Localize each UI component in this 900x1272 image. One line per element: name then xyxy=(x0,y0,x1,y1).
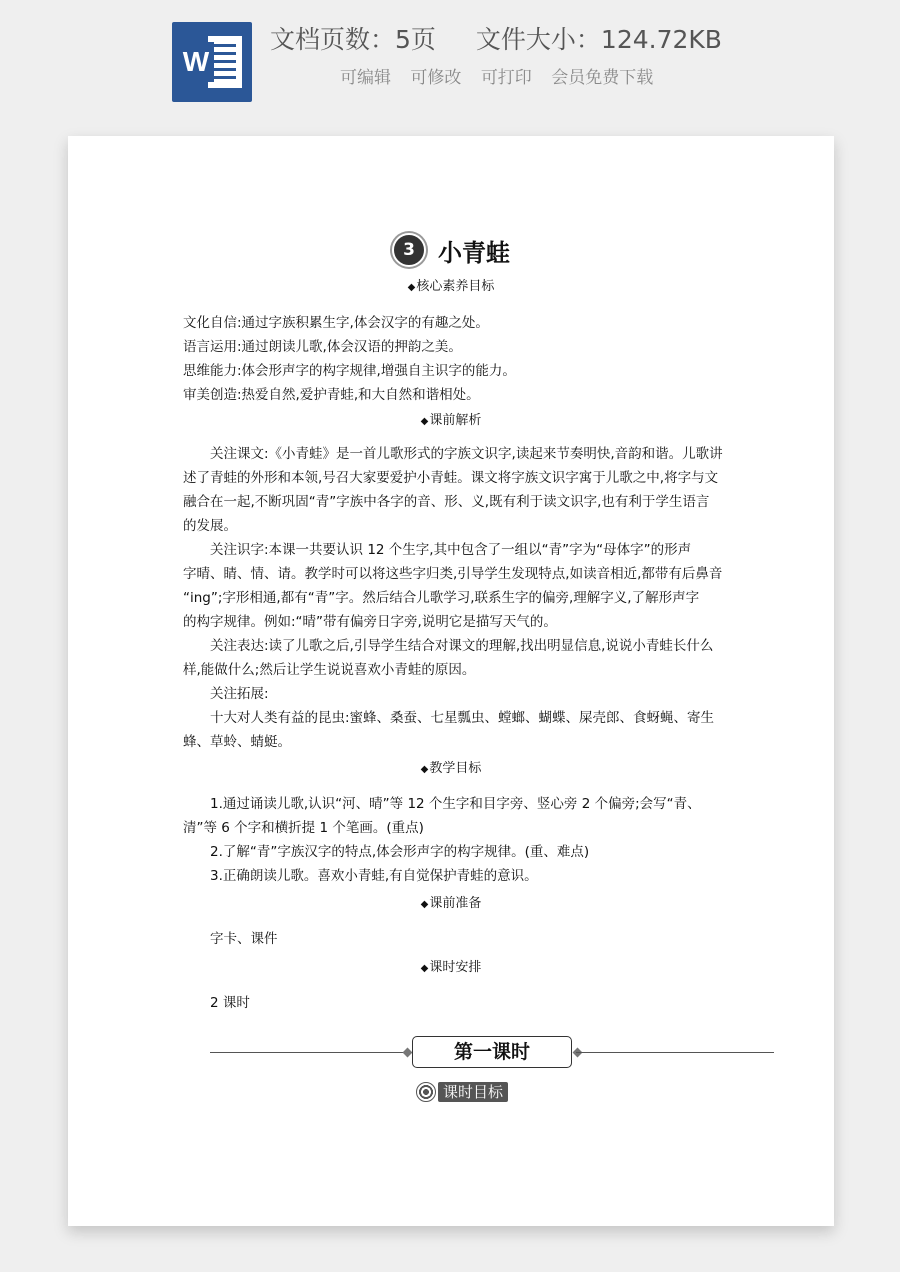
analysis-line: 关注表达:读了儿歌之后,引导学生结合对课文的理解,找出明显信息,说说小青蛙长什么 xyxy=(210,638,714,654)
divider-rule-left xyxy=(210,1052,408,1053)
diamond-icon: ◆ xyxy=(420,764,429,775)
word-letter: W xyxy=(178,42,214,82)
analysis-block xyxy=(183,442,723,754)
analysis-line: 的构字规律。例如:“晴”带有偏旁日字旁,说明它是描写天气的。 xyxy=(183,614,557,630)
feature-editable: 可编辑 xyxy=(340,68,391,88)
section-heading-prep xyxy=(68,894,834,914)
core-goal-item: 语言运用:通过朗读儿歌,体会汉语的押韵之美。 xyxy=(183,339,462,355)
lesson-title-row xyxy=(68,228,834,272)
section-heading-analysis xyxy=(68,411,834,431)
lesson-goal-badge xyxy=(416,1082,508,1102)
lesson-divider xyxy=(210,1036,774,1070)
file-size: 文件大小：124.72KB xyxy=(475,25,722,54)
lesson-number-badge: 3 xyxy=(392,233,426,267)
section-heading-core xyxy=(68,277,834,297)
analysis-line: 融合在一起,不断巩固“青”字族中各字的音、形、义,既有利于读文识字,也有利于学生语言 xyxy=(183,494,710,510)
section-heading-text: 课时安排 xyxy=(429,960,482,975)
analysis-line: 关注课文:《小青蛙》是一首儿歌形式的字族文识字,读起来节奏明快,音韵和谐。儿歌讲 xyxy=(210,446,723,462)
teaching-goal-line: 3.正确朗读儿歌。喜欢小青蛙,有自觉保护青蛙的意识。 xyxy=(210,868,538,884)
section-heading-text: 课前准备 xyxy=(429,896,482,911)
section-heading-schedule xyxy=(68,958,834,978)
section-heading-text: 课前解析 xyxy=(429,413,482,428)
file-meta xyxy=(270,22,722,58)
lesson-goal-label: 课时目标 xyxy=(438,1082,508,1102)
teaching-goal-line: 2.了解“青”字族汉字的特点,体会形声字的构字规律。(重、难点) xyxy=(210,844,590,860)
feature-printable: 可打印 xyxy=(480,68,532,88)
analysis-line: “ing”;字形相通,都有“青”字。然后结合儿歌学习,联系生字的偏旁,理解字义,了解形声字 xyxy=(183,590,700,606)
divider-dot-left xyxy=(403,1048,413,1058)
document-page xyxy=(68,136,834,1226)
teaching-goal-line: 1.通过诵读儿歌,认识“河、晴”等 12 个生字和目字旁、竖心旁 2 个偏旁;会写“青、 xyxy=(210,796,701,812)
lesson-divider-label: 第一课时 xyxy=(412,1036,572,1068)
analysis-line: 述了青蛙的外形和本领,号召大家要爱护小青蛙。课文将字族文识字寓于儿歌之中,将字与文 xyxy=(183,470,719,486)
teaching-goals-block xyxy=(183,792,718,888)
analysis-line: 关注拓展: xyxy=(210,686,269,702)
schedule-item: 2 课时 xyxy=(210,995,250,1011)
analysis-line: 关注识字:本课一共要认识 12 个生字,其中包含了一组以“青”字为“母体字”的形声 xyxy=(210,542,692,558)
core-goal-item: 思维能力:体会形声字的构字规律,增强自主识字的能力。 xyxy=(183,363,516,379)
target-icon xyxy=(416,1082,436,1102)
word-file-icon xyxy=(172,22,252,102)
analysis-line: 字晴、睛、情、请。教学时可以将这些字归类,引导学生发现特点,如读音相近,都带有后鼻音 xyxy=(183,566,723,582)
section-heading-text: 教学目标 xyxy=(429,761,482,776)
diamond-icon: ◆ xyxy=(420,899,429,910)
core-goal-item: 文化自信:通过字族积累生字,体会汉字的有趣之处。 xyxy=(183,315,489,331)
section-heading-teaching xyxy=(68,759,834,779)
diamond-icon: ◆ xyxy=(407,282,416,293)
analysis-line: 样,能做什么;然后让学生说说喜欢小青蛙的原因。 xyxy=(183,662,476,678)
feature-list xyxy=(340,66,661,90)
prep-text xyxy=(183,927,718,951)
prep-item: 字卡、课件 xyxy=(210,931,278,947)
section-heading-text: 核心素养目标 xyxy=(416,279,495,294)
analysis-line: 十大对人类有益的昆虫:蜜蜂、桑蚕、七星瓢虫、螳螂、蝴蝶、屎壳郎、食蚜蝇、寄生 xyxy=(210,710,715,726)
schedule-text xyxy=(183,991,718,1015)
analysis-line: 的发展。 xyxy=(183,518,237,534)
teaching-goal-line: 清”等 6 个字和横折提 1 个笔画。(重点) xyxy=(183,820,424,836)
core-goals-list xyxy=(183,311,718,407)
divider-rule-right xyxy=(576,1052,774,1053)
diamond-icon: ◆ xyxy=(420,963,429,974)
core-goal-item: 审美创造:热爱自然,爱护青蛙,和大自然和谐相处。 xyxy=(183,387,480,403)
diamond-icon: ◆ xyxy=(420,416,429,427)
feature-modifiable: 可修改 xyxy=(410,68,462,88)
feature-member-download: 会员免费下载 xyxy=(551,68,654,88)
page-count: 文档页数：5页 xyxy=(270,25,436,54)
analysis-line: 蜂、草蛉、蜻蜓。 xyxy=(183,734,291,750)
lesson-title: 小青蛙 xyxy=(438,238,510,267)
